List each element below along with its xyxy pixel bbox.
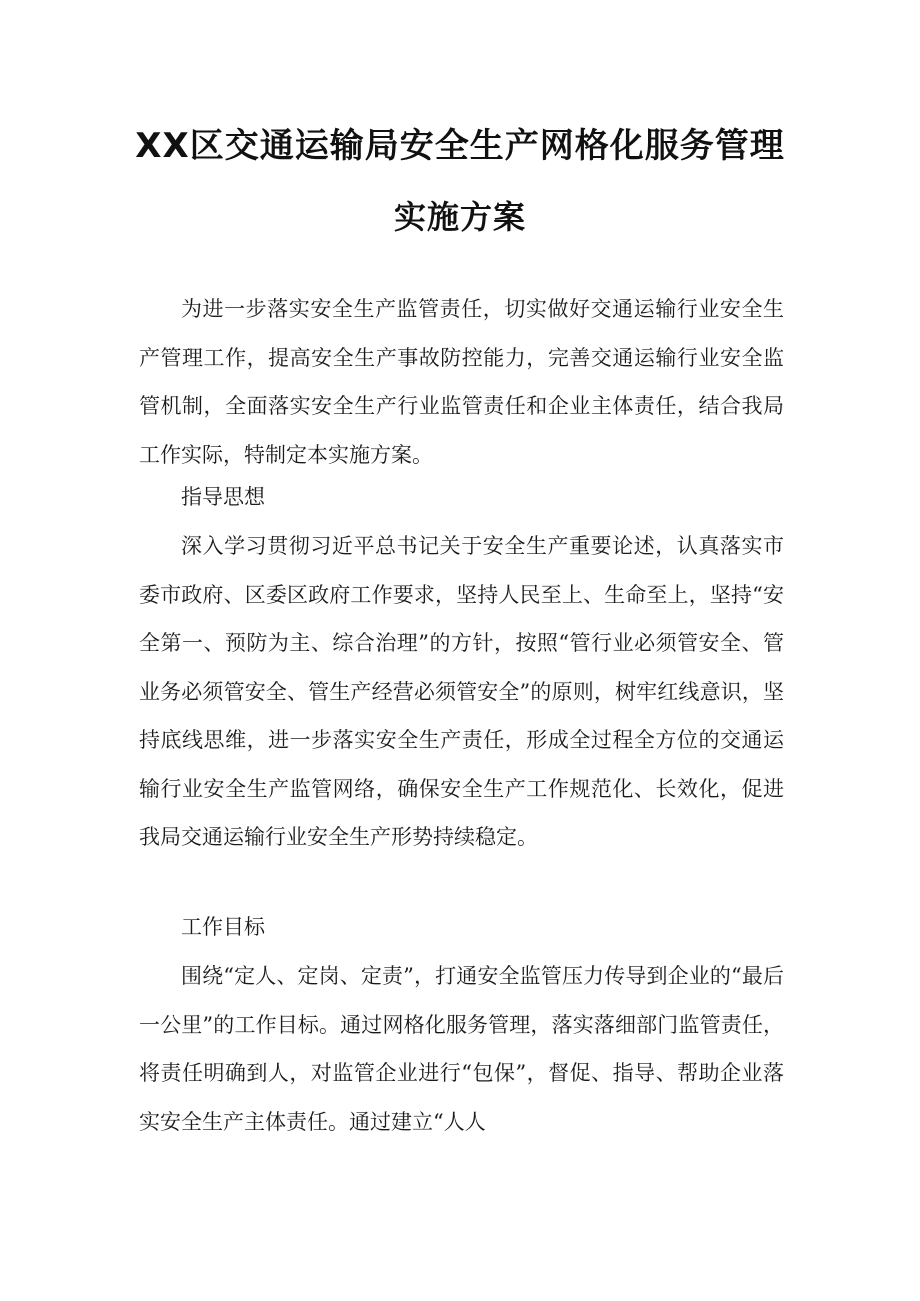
intro-paragraph: 为进一步落实安全生产监管责任，切实做好交通运输行业安全生产管理工作，提高安全生产事故防控能力，完善交通运输行业安全监管机制，全面落实安全生产行业监管责任和企业主体责任，结合我局工作实际，特制定本实施方案。 — [139, 297, 784, 467]
document-title-line-2: 实施方案 — [393, 198, 526, 236]
document-title-line-1: XX区交通运输局安全生产网格化服务管理 — [135, 126, 785, 166]
section-heading-work-goal: 工作目标 — [181, 915, 265, 939]
guiding-ideology-paragraph: 深入学习贯彻习近平总书记关于安全生产重要论述，认真落实市委市政府、区委区政府工作要求，坚持人民至上、生命至上，坚持“安全第一、预防为主、综合治理”的方针，按照“管行业必须管安全、管业务必须管安全、管生产经营必须管安全”的原则，树牢红线意识，坚持底线思维，进一步落实安全生产责任，形成全过程全方位的交通运输行业安全生产监管网络，确保安全生产工作规范化、长效化，促进我局交通运输行业安全生产形势持续稳定。 — [139, 534, 784, 849]
section-heading-guiding-ideology: 指导思想 — [181, 485, 265, 509]
work-goal-paragraph: 围绕“定人、定岗、定责”，打通安全监管压力传导到企业的“最后一公里”的工作目标。通过网格化服务管理，落实落细部门监管责任，将责任明确到人，对监管企业进行“包保”，督促、指导、帮助企业落实安全生产主体责任。通过建立“人人 — [139, 964, 784, 1134]
